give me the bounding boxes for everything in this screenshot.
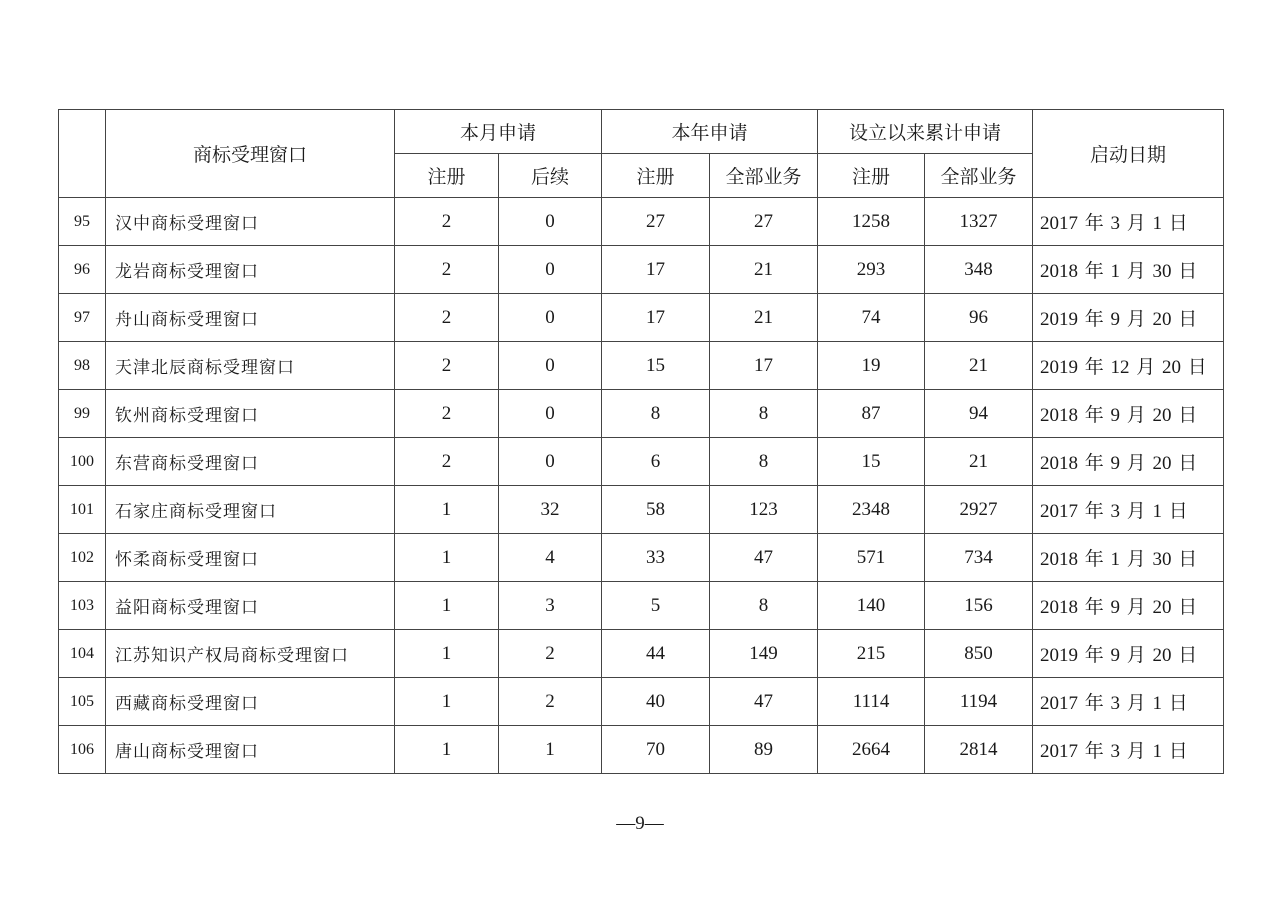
- row-year-all-business: 123: [710, 486, 818, 534]
- row-year-all-business: 89: [710, 726, 818, 774]
- row-index: 99: [59, 390, 106, 438]
- row-month-register: 1: [395, 582, 499, 630]
- row-window-name: 江苏知识产权局商标受理窗口: [106, 630, 395, 678]
- page-number: —9—: [616, 813, 664, 834]
- row-year-register: 27: [602, 198, 710, 246]
- table-row: [59, 630, 1224, 678]
- row-cumulative-register: 19: [818, 342, 925, 390]
- row-month-register: 2: [395, 438, 499, 486]
- row-cumulative-all-business: 94: [925, 390, 1033, 438]
- row-window-name: 益阳商标受理窗口: [106, 582, 395, 630]
- row-window-name: 怀柔商标受理窗口: [106, 534, 395, 582]
- row-start-date: 2017 年 3 月 1 日: [1033, 678, 1224, 726]
- row-year-register: 17: [602, 294, 710, 342]
- row-month-followup: 0: [499, 294, 602, 342]
- table-row: [59, 246, 1224, 294]
- row-year-register: 15: [602, 342, 710, 390]
- row-month-followup: 0: [499, 246, 602, 294]
- row-cumulative-register: 1114: [818, 678, 925, 726]
- header-group-this-month: 本月申请: [395, 110, 602, 154]
- trademark-window-table: [58, 109, 1224, 774]
- row-cumulative-all-business: 1327: [925, 198, 1033, 246]
- row-month-register: 1: [395, 678, 499, 726]
- row-index: 100: [59, 438, 106, 486]
- table-row: [59, 294, 1224, 342]
- table-row: [59, 534, 1224, 582]
- header-year-all-business: 全部业务: [710, 154, 818, 198]
- row-year-register: 8: [602, 390, 710, 438]
- header-start-date: 启动日期: [1033, 110, 1224, 198]
- row-index: 101: [59, 486, 106, 534]
- header-month-followup: 后续: [499, 154, 602, 198]
- row-year-all-business: 27: [710, 198, 818, 246]
- row-cumulative-register: 571: [818, 534, 925, 582]
- row-index: 97: [59, 294, 106, 342]
- row-month-register: 2: [395, 294, 499, 342]
- row-window-name: 舟山商标受理窗口: [106, 294, 395, 342]
- row-year-all-business: 8: [710, 438, 818, 486]
- row-cumulative-register: 140: [818, 582, 925, 630]
- row-cumulative-all-business: 734: [925, 534, 1033, 582]
- row-index: 95: [59, 198, 106, 246]
- row-month-followup: 4: [499, 534, 602, 582]
- row-month-register: 2: [395, 198, 499, 246]
- row-year-register: 70: [602, 726, 710, 774]
- row-index: 103: [59, 582, 106, 630]
- row-month-register: 2: [395, 246, 499, 294]
- header-year-register: 注册: [602, 154, 710, 198]
- header-group-this-year: 本年申请: [602, 110, 818, 154]
- row-month-register: 1: [395, 486, 499, 534]
- row-index: 106: [59, 726, 106, 774]
- row-month-followup: 32: [499, 486, 602, 534]
- header-window-name: 商标受理窗口: [106, 110, 395, 198]
- row-year-all-business: 21: [710, 246, 818, 294]
- row-start-date: 2019 年 9 月 20 日: [1033, 294, 1224, 342]
- row-cumulative-register: 15: [818, 438, 925, 486]
- row-month-followup: 2: [499, 630, 602, 678]
- row-cumulative-register: 215: [818, 630, 925, 678]
- row-cumulative-all-business: 850: [925, 630, 1033, 678]
- row-start-date: 2019 年 9 月 20 日: [1033, 630, 1224, 678]
- table-row: [59, 438, 1224, 486]
- row-cumulative-all-business: 21: [925, 438, 1033, 486]
- row-cumulative-all-business: 1194: [925, 678, 1033, 726]
- row-window-name: 西藏商标受理窗口: [106, 678, 395, 726]
- row-index: 105: [59, 678, 106, 726]
- row-index: 102: [59, 534, 106, 582]
- row-index: 98: [59, 342, 106, 390]
- row-start-date: 2018 年 9 月 20 日: [1033, 438, 1224, 486]
- row-year-register: 5: [602, 582, 710, 630]
- row-month-followup: 0: [499, 342, 602, 390]
- row-cumulative-all-business: 2814: [925, 726, 1033, 774]
- row-start-date: 2019 年 12 月 20 日: [1033, 342, 1224, 390]
- table-row: [59, 486, 1224, 534]
- row-year-all-business: 17: [710, 342, 818, 390]
- row-year-all-business: 149: [710, 630, 818, 678]
- row-year-all-business: 8: [710, 390, 818, 438]
- row-cumulative-all-business: 21: [925, 342, 1033, 390]
- table-row: [59, 390, 1224, 438]
- row-window-name: 钦州商标受理窗口: [106, 390, 395, 438]
- row-month-followup: 1: [499, 726, 602, 774]
- row-index: 96: [59, 246, 106, 294]
- table-row: [59, 678, 1224, 726]
- row-start-date: 2017 年 3 月 1 日: [1033, 198, 1224, 246]
- row-month-register: 1: [395, 726, 499, 774]
- row-cumulative-register: 293: [818, 246, 925, 294]
- table-row: [59, 342, 1224, 390]
- row-window-name: 唐山商标受理窗口: [106, 726, 395, 774]
- row-start-date: 2017 年 3 月 1 日: [1033, 726, 1224, 774]
- row-window-name: 龙岩商标受理窗口: [106, 246, 395, 294]
- table-header: [59, 110, 1224, 198]
- row-year-all-business: 21: [710, 294, 818, 342]
- row-cumulative-register: 87: [818, 390, 925, 438]
- row-cumulative-all-business: 348: [925, 246, 1033, 294]
- row-month-followup: 0: [499, 438, 602, 486]
- row-cumulative-all-business: 156: [925, 582, 1033, 630]
- row-month-followup: 2: [499, 678, 602, 726]
- row-month-followup: 0: [499, 390, 602, 438]
- row-month-followup: 3: [499, 582, 602, 630]
- table-body: [59, 198, 1224, 774]
- row-cumulative-register: 2664: [818, 726, 925, 774]
- header-group-cumulative: 设立以来累计申请: [818, 110, 1033, 154]
- table-row: [59, 582, 1224, 630]
- row-cumulative-register: 1258: [818, 198, 925, 246]
- row-window-name: 东营商标受理窗口: [106, 438, 395, 486]
- table-row: [59, 198, 1224, 246]
- row-start-date: 2017 年 3 月 1 日: [1033, 486, 1224, 534]
- row-month-followup: 0: [499, 198, 602, 246]
- row-year-register: 33: [602, 534, 710, 582]
- row-start-date: 2018 年 9 月 20 日: [1033, 390, 1224, 438]
- row-year-register: 17: [602, 246, 710, 294]
- row-year-all-business: 47: [710, 678, 818, 726]
- row-cumulative-all-business: 96: [925, 294, 1033, 342]
- row-year-register: 44: [602, 630, 710, 678]
- row-year-register: 6: [602, 438, 710, 486]
- row-month-register: 2: [395, 390, 499, 438]
- row-year-all-business: 8: [710, 582, 818, 630]
- row-start-date: 2018 年 9 月 20 日: [1033, 582, 1224, 630]
- row-index: 104: [59, 630, 106, 678]
- row-window-name: 天津北辰商标受理窗口: [106, 342, 395, 390]
- row-cumulative-register: 2348: [818, 486, 925, 534]
- row-month-register: 2: [395, 342, 499, 390]
- header-index-cell: [59, 110, 106, 198]
- row-cumulative-all-business: 2927: [925, 486, 1033, 534]
- row-year-register: 58: [602, 486, 710, 534]
- row-month-register: 1: [395, 630, 499, 678]
- row-start-date: 2018 年 1 月 30 日: [1033, 246, 1224, 294]
- row-start-date: 2018 年 1 月 30 日: [1033, 534, 1224, 582]
- header-month-register: 注册: [395, 154, 499, 198]
- header-cumulative-register: 注册: [818, 154, 925, 198]
- row-window-name: 石家庄商标受理窗口: [106, 486, 395, 534]
- row-year-all-business: 47: [710, 534, 818, 582]
- row-year-register: 40: [602, 678, 710, 726]
- row-cumulative-register: 74: [818, 294, 925, 342]
- header-cumulative-all-business: 全部业务: [925, 154, 1033, 198]
- table-row: [59, 726, 1224, 774]
- row-month-register: 1: [395, 534, 499, 582]
- row-window-name: 汉中商标受理窗口: [106, 198, 395, 246]
